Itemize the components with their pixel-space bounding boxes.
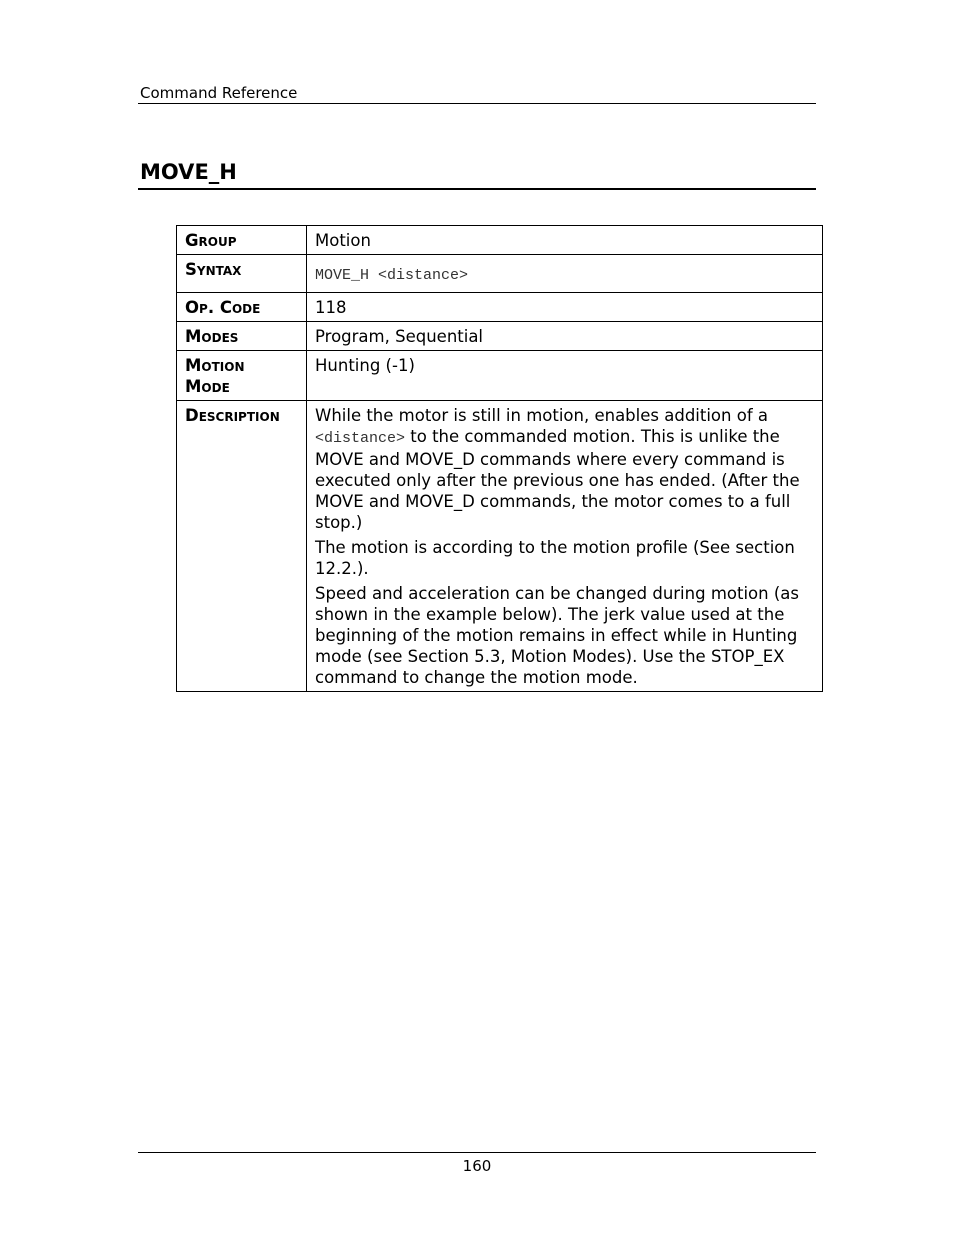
table-row-motion-mode xyxy=(177,351,823,401)
title-divider xyxy=(138,188,816,190)
syntax-label: Syntax xyxy=(177,255,307,293)
table-row-group xyxy=(177,226,823,255)
opcode-value: 118 xyxy=(307,293,823,322)
footer-divider xyxy=(138,1152,816,1153)
page-number: 160 xyxy=(462,1157,492,1175)
command-title: MOVE_H xyxy=(140,160,237,184)
motion-mode-label xyxy=(177,351,307,401)
command-reference-table xyxy=(176,225,823,692)
opcode-label: Op. Code xyxy=(177,293,307,322)
description-p1-start: While the motor is still in motion, enables addition of a xyxy=(315,406,768,425)
description-label: Description xyxy=(177,401,307,692)
motion-mode-label-line1: Motion xyxy=(185,356,245,375)
running-header: Command Reference xyxy=(140,84,298,102)
motion-mode-label-line2: Mode xyxy=(185,377,230,396)
modes-label: Modes xyxy=(177,322,307,351)
modes-value: Program, Sequential xyxy=(307,322,823,351)
table-row-opcode xyxy=(177,293,823,322)
syntax-code: MOVE_H <distance> xyxy=(315,267,469,284)
table-row-modes xyxy=(177,322,823,351)
group-value: Motion xyxy=(307,226,823,255)
description-paragraph-2: The motion is according to the motion profile (See section 12.2.). xyxy=(315,538,795,578)
table-row-syntax xyxy=(177,255,823,293)
description-value xyxy=(307,401,823,692)
description-paragraph-3: Speed and acceleration can be changed during motion (as shown in the example below). The jerk value used at the beginning of the motion remains in effect while in Hunting mode (see Section 5.3, Motion Modes). Use the STOP_EX command to change the motion mode. xyxy=(315,584,799,687)
syntax-value xyxy=(307,255,823,293)
group-label: Group xyxy=(177,226,307,255)
table-row-description xyxy=(177,401,823,692)
description-p1-code: <distance> xyxy=(315,430,406,447)
description-p1-rest: to the commanded motion. This is unlike the MOVE and MOVE_D commands where every command is executed only after the previous one has ended. (After the MOVE and MOVE_D commands, the motor comes to a full stop.) xyxy=(315,427,800,532)
header-divider xyxy=(138,103,816,104)
motion-mode-value: Hunting (-1) xyxy=(307,351,823,401)
description-paragraph-1 xyxy=(315,405,814,533)
